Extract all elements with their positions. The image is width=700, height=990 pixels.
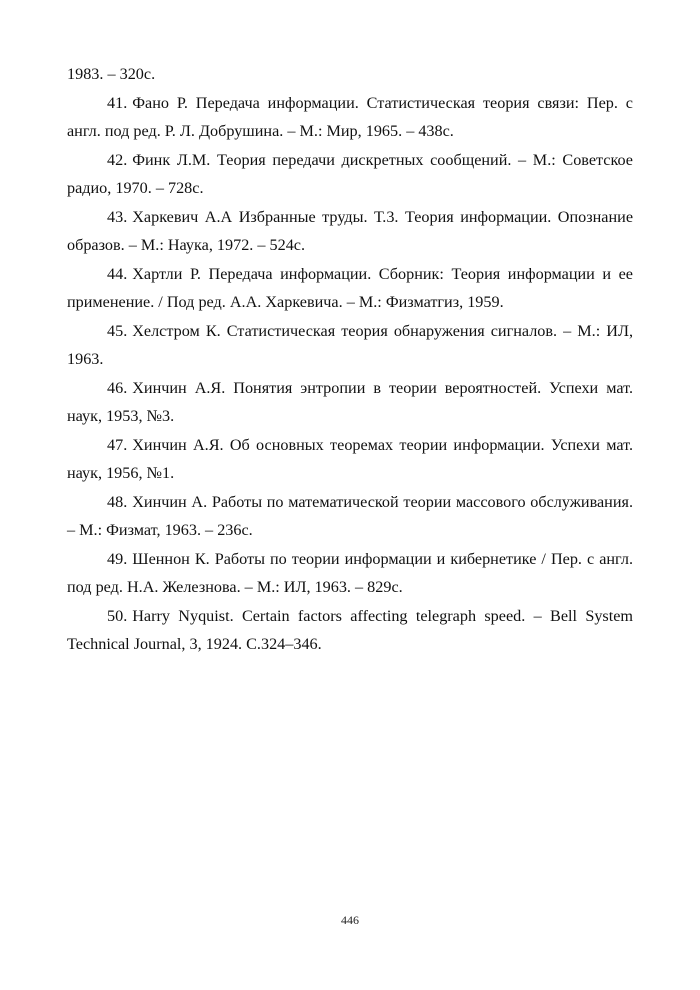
reference-text: Хинчин А.Я. Понятия энтропии в теории вероятностей. Успехи мат. наук, 1953, №3.: [67, 378, 633, 425]
reference-text: Хартли Р. Передача информации. Сборник: Теория информации и ее применение. / Под ред. А.А. Харкевича. – М.: Физматгиз, 1959.: [67, 264, 633, 311]
reference-text: Хелстром К. Статистическая теория обнаружения сигналов. – М.: ИЛ, 1963.: [67, 321, 633, 368]
reference-number: 41.: [107, 93, 128, 112]
reference-item: [67, 602, 633, 659]
reference-item: [67, 146, 633, 203]
reference-item: [67, 374, 633, 431]
reference-number: 43.: [107, 207, 128, 226]
reference-text: Хинчин А.Я. Об основных теоремах теории информации. Успехи мат. наук, 1956, №1.: [67, 435, 633, 482]
reference-item: [67, 203, 633, 260]
reference-item: [67, 488, 633, 545]
reference-number: 50.: [107, 606, 128, 625]
reference-number: 44.: [107, 264, 128, 283]
reference-text: Хинчин А. Работы по математической теории массового обслуживания. – М.: Физмат, 1963. – 236с.: [67, 492, 633, 539]
reference-continuation: 1983. – 320с.: [67, 65, 156, 83]
reference-text: Harry Nyquist. Certain factors affecting telegraph speed. – Bell System Technical Journal, 3, 1924. С.324–346.: [67, 606, 633, 653]
page-number: 446: [341, 913, 359, 927]
reference-number: 42.: [107, 150, 128, 169]
reference-number: 47.: [107, 435, 128, 454]
reference-item: [67, 317, 633, 374]
reference-item: [67, 545, 633, 602]
reference-text: Фано Р. Передача информации. Статистическая теория связи: Пер. с англ. под ред. Р. Л. Добрушина. – М.: Мир, 1965. – 438с.: [67, 93, 633, 140]
reference-text: Финк Л.М. Теория передачи дискретных сообщений. – М.: Советское радио, 1970. – 728с.: [67, 150, 633, 197]
reference-text: Шеннон К. Работы по теории информации и кибернетике / Пер. с англ. под ред. Н.А. Железнова. – М.: ИЛ, 1963. – 829с.: [67, 549, 633, 596]
reference-number: 49.: [107, 549, 128, 568]
reference-number: 45.: [107, 321, 128, 340]
reference-number: 48.: [107, 492, 128, 511]
reference-item: [67, 260, 633, 317]
reference-list: [67, 60, 633, 659]
reference-text: Харкевич А.А Избранные труды. Т.3. Теория информации. Опознание образов. – М.: Наука, 1972. – 524с.: [67, 207, 633, 254]
reference-number: 46.: [107, 378, 128, 397]
reference-item: [67, 89, 633, 146]
reference-item: [67, 431, 633, 488]
